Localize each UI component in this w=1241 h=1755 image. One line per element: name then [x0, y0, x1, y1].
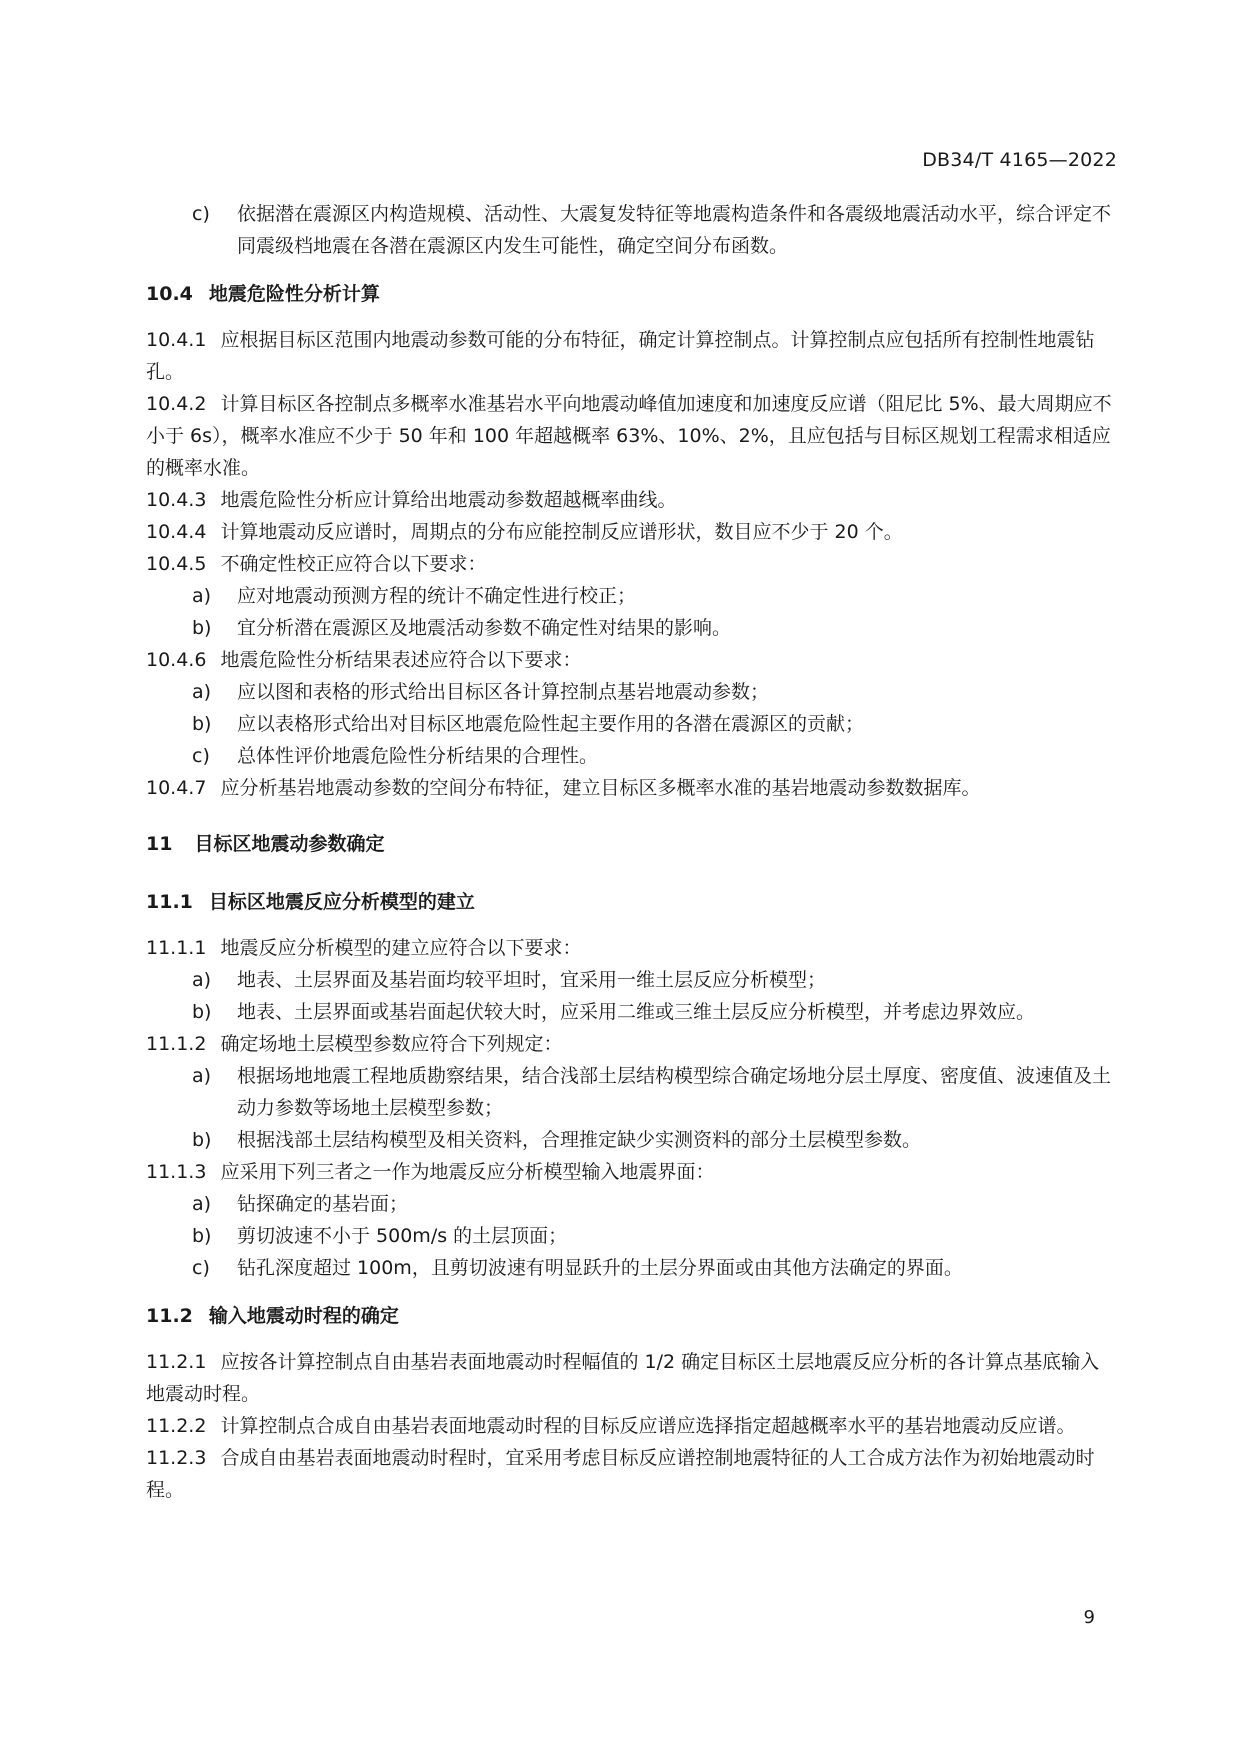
clause-text: 计算地震动反应谱时，周期点的分布应能控制反应谱形状，数目应不少于 20 个。 — [220, 521, 903, 543]
list-item — [146, 1060, 1117, 1124]
list-item-text: 地表、土层界面及基岩面均较平坦时，宜采用一维土层反应分析模型； — [237, 969, 827, 991]
list-item-text: 根据场地地震工程地质勘察结果，结合浅部土层结构模型综合确定场地分层土厚度、密度值、波速值及土动力参数等场地土层模型参数； — [237, 1065, 1112, 1119]
clause-paragraph — [146, 772, 1117, 804]
section-heading — [146, 278, 1117, 310]
list-item-text: 应以表格形式给出对目标区地震危险性起主要作用的各潜在震源区的贡献； — [237, 713, 865, 735]
list-item-text: 宜分析潜在震源区及地震活动参数不确定性对结果的影响。 — [237, 617, 732, 639]
page-number: 9 — [1083, 1607, 1095, 1628]
list-item — [146, 612, 1117, 644]
clause-number: 10.4.3 — [146, 489, 207, 511]
clause-text: 应采用下列三者之一作为地震反应分析模型输入地震界面： — [220, 1161, 715, 1183]
list-item — [146, 198, 1117, 262]
clause-number: 10.4.1 — [146, 329, 207, 351]
list-item-label: b) — [192, 1001, 212, 1023]
list-item-text: 总体性评价地震危险性分析结果的合理性。 — [237, 745, 599, 767]
list-item-label: a) — [192, 681, 212, 703]
list-item — [146, 1252, 1117, 1284]
list-item-label: a) — [192, 1193, 212, 1215]
list-item-text: 应以图和表格的形式给出目标区各计算控制点基岩地震动参数； — [237, 681, 770, 703]
clause-paragraph — [146, 1156, 1117, 1188]
list-item-text: 地表、土层界面或基岩面起伏较大时，应采用二维或三维土层反应分析模型，并考虑边界效应。 — [237, 1001, 1036, 1023]
list-item-label: a) — [192, 585, 212, 607]
list-item — [146, 740, 1117, 772]
clause-text: 计算控制点合成自由基岩表面地震动时程的目标反应谱应选择指定超越概率水平的基岩地震动反应谱。 — [220, 1415, 1076, 1437]
clause-text: 地震反应分析模型的建立应符合以下要求： — [220, 937, 582, 959]
clause-paragraph — [146, 1346, 1117, 1410]
clause-number: 11 — [146, 833, 173, 855]
section-heading — [146, 886, 1117, 918]
clause-text: 合成自由基岩表面地震动时程时，宜采用考虑目标反应谱控制地震特征的人工合成方法作为初始地震动时程。 — [146, 1447, 1095, 1501]
list-item — [146, 708, 1117, 740]
clause-number: 11.2.1 — [146, 1351, 207, 1373]
clause-number: 11.2.2 — [146, 1415, 207, 1437]
clause-text: 计算目标区各控制点多概率水准基岩水平向地震动峰值加速度和加速度反应谱（阻尼比 5%、最大周期应不小于 6s），概率水准应不少于 50 年和 100 年超越概率 63%、10%、2%，且应包括与目标区规划工程需求相适应的概率水准。 — [146, 393, 1112, 479]
list-item — [146, 676, 1117, 708]
list-item-text: 钻探确定的基岩面； — [237, 1193, 409, 1215]
list-item-text: 根据浅部土层结构模型及相关资料，合理推定缺少实测资料的部分土层模型参数。 — [237, 1129, 922, 1151]
clause-text: 地震危险性分析结果表述应符合以下要求： — [220, 649, 582, 671]
list-item-label: c) — [192, 1257, 210, 1279]
list-item-text: 剪切波速不小于 500m/s 的土层顶面； — [237, 1225, 568, 1247]
list-item-label: c) — [192, 745, 210, 767]
clause-paragraph — [146, 324, 1117, 388]
section-heading — [146, 1300, 1117, 1332]
clause-number: 10.4 — [146, 283, 193, 305]
clause-number: 10.4.5 — [146, 553, 207, 575]
list-item — [146, 996, 1117, 1028]
list-item-label: b) — [192, 1129, 212, 1151]
clause-text: 目标区地震动参数确定 — [194, 833, 385, 855]
clause-text: 应根据目标区范围内地震动参数可能的分布特征，确定计算控制点。计算控制点应包括所有控制性地震钻孔。 — [146, 329, 1095, 383]
clause-text: 应按各计算控制点自由基岩表面地震动时程幅值的 1/2 确定目标区土层地震反应分析的各计算点基底输入地震动时程。 — [146, 1351, 1100, 1405]
clause-text: 目标区地震反应分析模型的建立 — [208, 891, 475, 913]
list-item-label: c) — [192, 203, 210, 225]
list-item — [146, 1124, 1117, 1156]
list-item — [146, 580, 1117, 612]
clause-text: 地震危险性分析应计算给出地震动参数超越概率曲线。 — [220, 489, 677, 511]
document-code: DB34/T 4165—2022 — [922, 149, 1117, 171]
clause-number: 11.1 — [146, 891, 193, 913]
list-item-text: 应对地震动预测方程的统计不确定性进行校正； — [237, 585, 637, 607]
clause-text: 不确定性校正应符合以下要求： — [220, 553, 487, 575]
clause-paragraph — [146, 516, 1117, 548]
clause-number: 10.4.7 — [146, 777, 207, 799]
list-item-label: b) — [192, 1225, 212, 1247]
list-item-label: a) — [192, 1065, 212, 1087]
clause-number: 11.1.3 — [146, 1161, 207, 1183]
list-item — [146, 1220, 1117, 1252]
clause-text: 应分析基岩地震动参数的空间分布特征，建立目标区多概率水准的基岩地震动参数数据库。 — [220, 777, 981, 799]
clause-paragraph — [146, 932, 1117, 964]
clause-paragraph — [146, 484, 1117, 516]
clause-number: 11.2 — [146, 1305, 193, 1327]
clause-number: 10.4.6 — [146, 649, 207, 671]
clause-paragraph — [146, 644, 1117, 676]
clause-number: 10.4.4 — [146, 521, 207, 543]
list-item-label: a) — [192, 969, 212, 991]
document-body — [146, 198, 1117, 1506]
clause-text: 地震危险性分析计算 — [208, 283, 380, 305]
list-item-label: b) — [192, 713, 212, 735]
list-item — [146, 964, 1117, 996]
clause-text: 确定场地土层模型参数应符合下列规定： — [220, 1033, 563, 1055]
clause-paragraph — [146, 388, 1117, 484]
clause-number: 10.4.2 — [146, 393, 207, 415]
clause-paragraph — [146, 548, 1117, 580]
clause-paragraph — [146, 1410, 1117, 1442]
clause-number: 11.2.3 — [146, 1447, 207, 1469]
clause-paragraph — [146, 1442, 1117, 1506]
clause-number: 11.1.1 — [146, 937, 207, 959]
clause-number: 11.1.2 — [146, 1033, 207, 1055]
list-item — [146, 1188, 1117, 1220]
clause-text: 输入地震动时程的确定 — [208, 1305, 399, 1327]
chapter-heading — [146, 828, 1117, 860]
clause-paragraph — [146, 1028, 1117, 1060]
list-item-text: 依据潜在震源区内构造规模、活动性、大震复发特征等地震构造条件和各震级地震活动水平，综合评定不同震级档地震在各潜在震源区内发生可能性，确定空间分布函数。 — [237, 203, 1112, 257]
list-item-text: 钻孔深度超过 100m，且剪切波速有明显跃升的土层分界面或由其他方法确定的界面。 — [237, 1257, 963, 1279]
list-item-label: b) — [192, 617, 212, 639]
